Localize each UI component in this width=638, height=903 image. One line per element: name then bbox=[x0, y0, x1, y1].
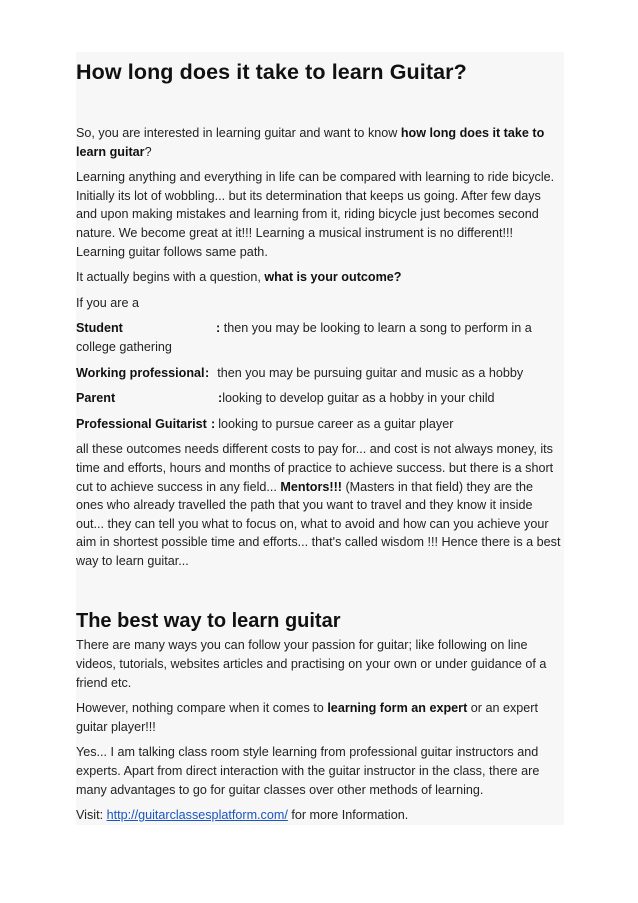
question-text: It actually begins with a question, bbox=[76, 270, 265, 285]
role-row-professional-guitarist bbox=[76, 415, 562, 434]
outcomes-text: all these outcomes needs different costs to pay for... and cost is not always money, its time and efforts, hours and months of practice to achieve success. but there is a short cut to achieve success in any field... bbox=[76, 442, 554, 494]
outcomes-paragraph bbox=[76, 440, 562, 570]
role-name: Parent bbox=[76, 391, 116, 406]
role-name: Working professional bbox=[76, 365, 205, 380]
page-title: How long does it take to learn Guitar? bbox=[76, 60, 467, 84]
learning-paragraph: Learning anything and everything in life can be compared with learning to ride bicycle. Initially its lot of wobbling... but its determination that keeps us going. After few days and upon making mistakes and learning from it, riding bicycle just becomes second nature. We become great at it!!! Learning a musical instrument is no different!!! Learning guitar follows same path. bbox=[76, 170, 555, 259]
outcomes-end: (Masters in that field) they are the ones who already travelled the path that you want to travel and they know it inside out... they can tell you what to focus on, what to avoid and how can you achieve your aim in shortest possible time and efforts... that's called wisdom !!! Hence there is a best way to learn guitar... bbox=[76, 479, 561, 568]
yes-paragraph: Yes... I am talking class room style learning from professional guitar instructors and experts. Apart from direct interaction with the guitar instructor in the class, there are many advantages to go for guitar classes over other methods of learning. bbox=[76, 745, 540, 797]
intro-bold: how long does it take to learn guitar bbox=[76, 126, 545, 159]
role-description: then you may be looking to learn a song to perform in a college gathering bbox=[76, 321, 532, 354]
visit-end: for more Information. bbox=[287, 808, 409, 823]
intro-text: So, you are interested in learning guitar and want to know bbox=[76, 126, 401, 140]
website-link[interactable]: http://guitarclassesplatform.com/ bbox=[106, 808, 288, 823]
role-description: looking to pursue career as a guitar player bbox=[218, 416, 454, 431]
question-bold: what is your outcome? bbox=[264, 270, 402, 285]
if-you-are-paragraph: If you are a bbox=[76, 295, 140, 310]
role-separator: : bbox=[205, 365, 210, 380]
however-end: or an expert guitar player!!! bbox=[76, 701, 538, 734]
role-separator: : bbox=[218, 391, 223, 406]
role-separator: : bbox=[211, 416, 216, 431]
document-content bbox=[76, 52, 564, 825]
section-heading: The best way to learn guitar bbox=[76, 610, 341, 633]
ways-paragraph: There are many ways you can follow your passion for guitar; like following on line videos, tutorials, websites articles and practising on your own or under guidance of a friend etc. bbox=[76, 638, 547, 690]
question-paragraph bbox=[76, 268, 562, 287]
role-name: Student bbox=[76, 321, 123, 336]
title-block bbox=[76, 52, 564, 124]
outcomes-bold: Mentors!!! bbox=[280, 479, 342, 494]
however-bold: learning form an expert bbox=[327, 701, 468, 716]
role-row-working-professional bbox=[76, 364, 562, 383]
role-name: Professional Guitarist bbox=[76, 416, 207, 431]
role-description: looking to develop guitar as a hobby in your child bbox=[222, 391, 495, 406]
section-heading-block bbox=[76, 577, 564, 636]
role-row-parent bbox=[76, 389, 562, 408]
intro-end: ? bbox=[144, 144, 152, 159]
role-description: then you may be pursuing guitar and music as a hobby bbox=[217, 365, 524, 380]
role-separator: : bbox=[216, 321, 221, 336]
role-row-student bbox=[76, 319, 562, 356]
visit-text: Visit: bbox=[76, 808, 107, 823]
intro-paragraph bbox=[76, 124, 562, 161]
however-paragraph bbox=[76, 699, 562, 736]
visit-paragraph bbox=[76, 806, 562, 825]
however-text: However, nothing compare when it comes to bbox=[76, 701, 328, 716]
